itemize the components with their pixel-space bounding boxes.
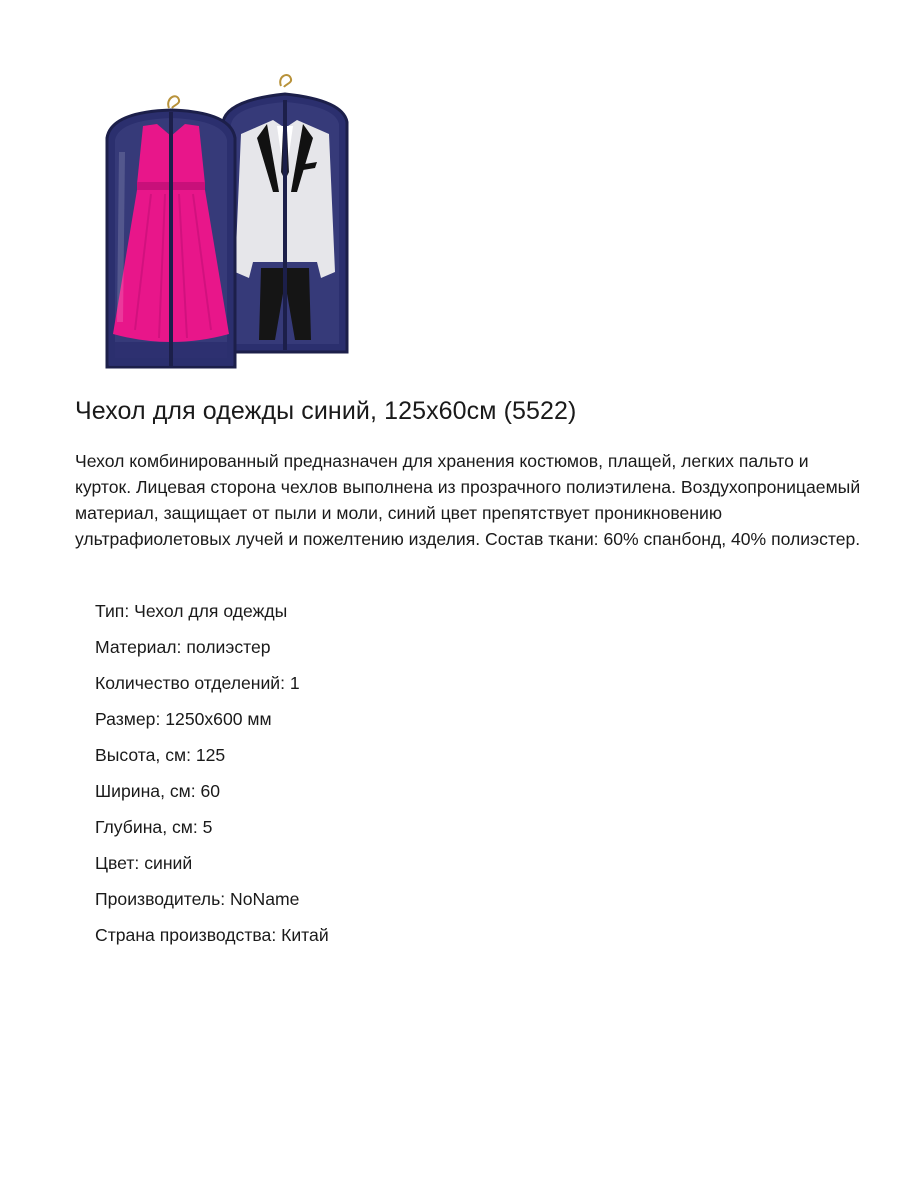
spec-item-size: Размер: 1250х600 мм [95, 709, 272, 729]
garment-covers-illustration [95, 72, 360, 372]
product-title: Чехол для одежды синий, 125х60см (5522) [75, 397, 577, 425]
dress-cover [107, 110, 235, 367]
suit-cover [223, 94, 347, 352]
product-description: Чехол комбинированный предназначен для хранения костюмов, плащей, легких пальто и курток. Лицевая сторона чехлов выполнена из прозрачного полиэтилена. Воздухопроницаемый материал, защищает от пыли и моли, синий цвет препятствует проникновению ультрафиолетовых лучей и пожелтению изделия. Состав ткани: 60% спанбонд, 40% полиэстер. [75, 451, 861, 549]
spec-item-type: Тип: Чехол для одежды [95, 601, 288, 621]
spec-item-compartments: Количество отделений: 1 [95, 673, 300, 693]
spec-item-width: Ширина, см: 60 [95, 781, 221, 801]
spec-item-depth: Глубина, см: 5 [95, 817, 213, 837]
spec-item-material: Материал: полиэстер [95, 637, 271, 657]
spec-list [95, 598, 329, 958]
product-image [95, 72, 360, 372]
spec-item-manufacturer: Производитель: NoName [95, 889, 300, 909]
spec-item-color: Цвет: синий [95, 853, 193, 873]
spec-item-height: Высота, см: 125 [95, 745, 226, 765]
spec-item-country: Страна производства: Китай [95, 925, 329, 945]
